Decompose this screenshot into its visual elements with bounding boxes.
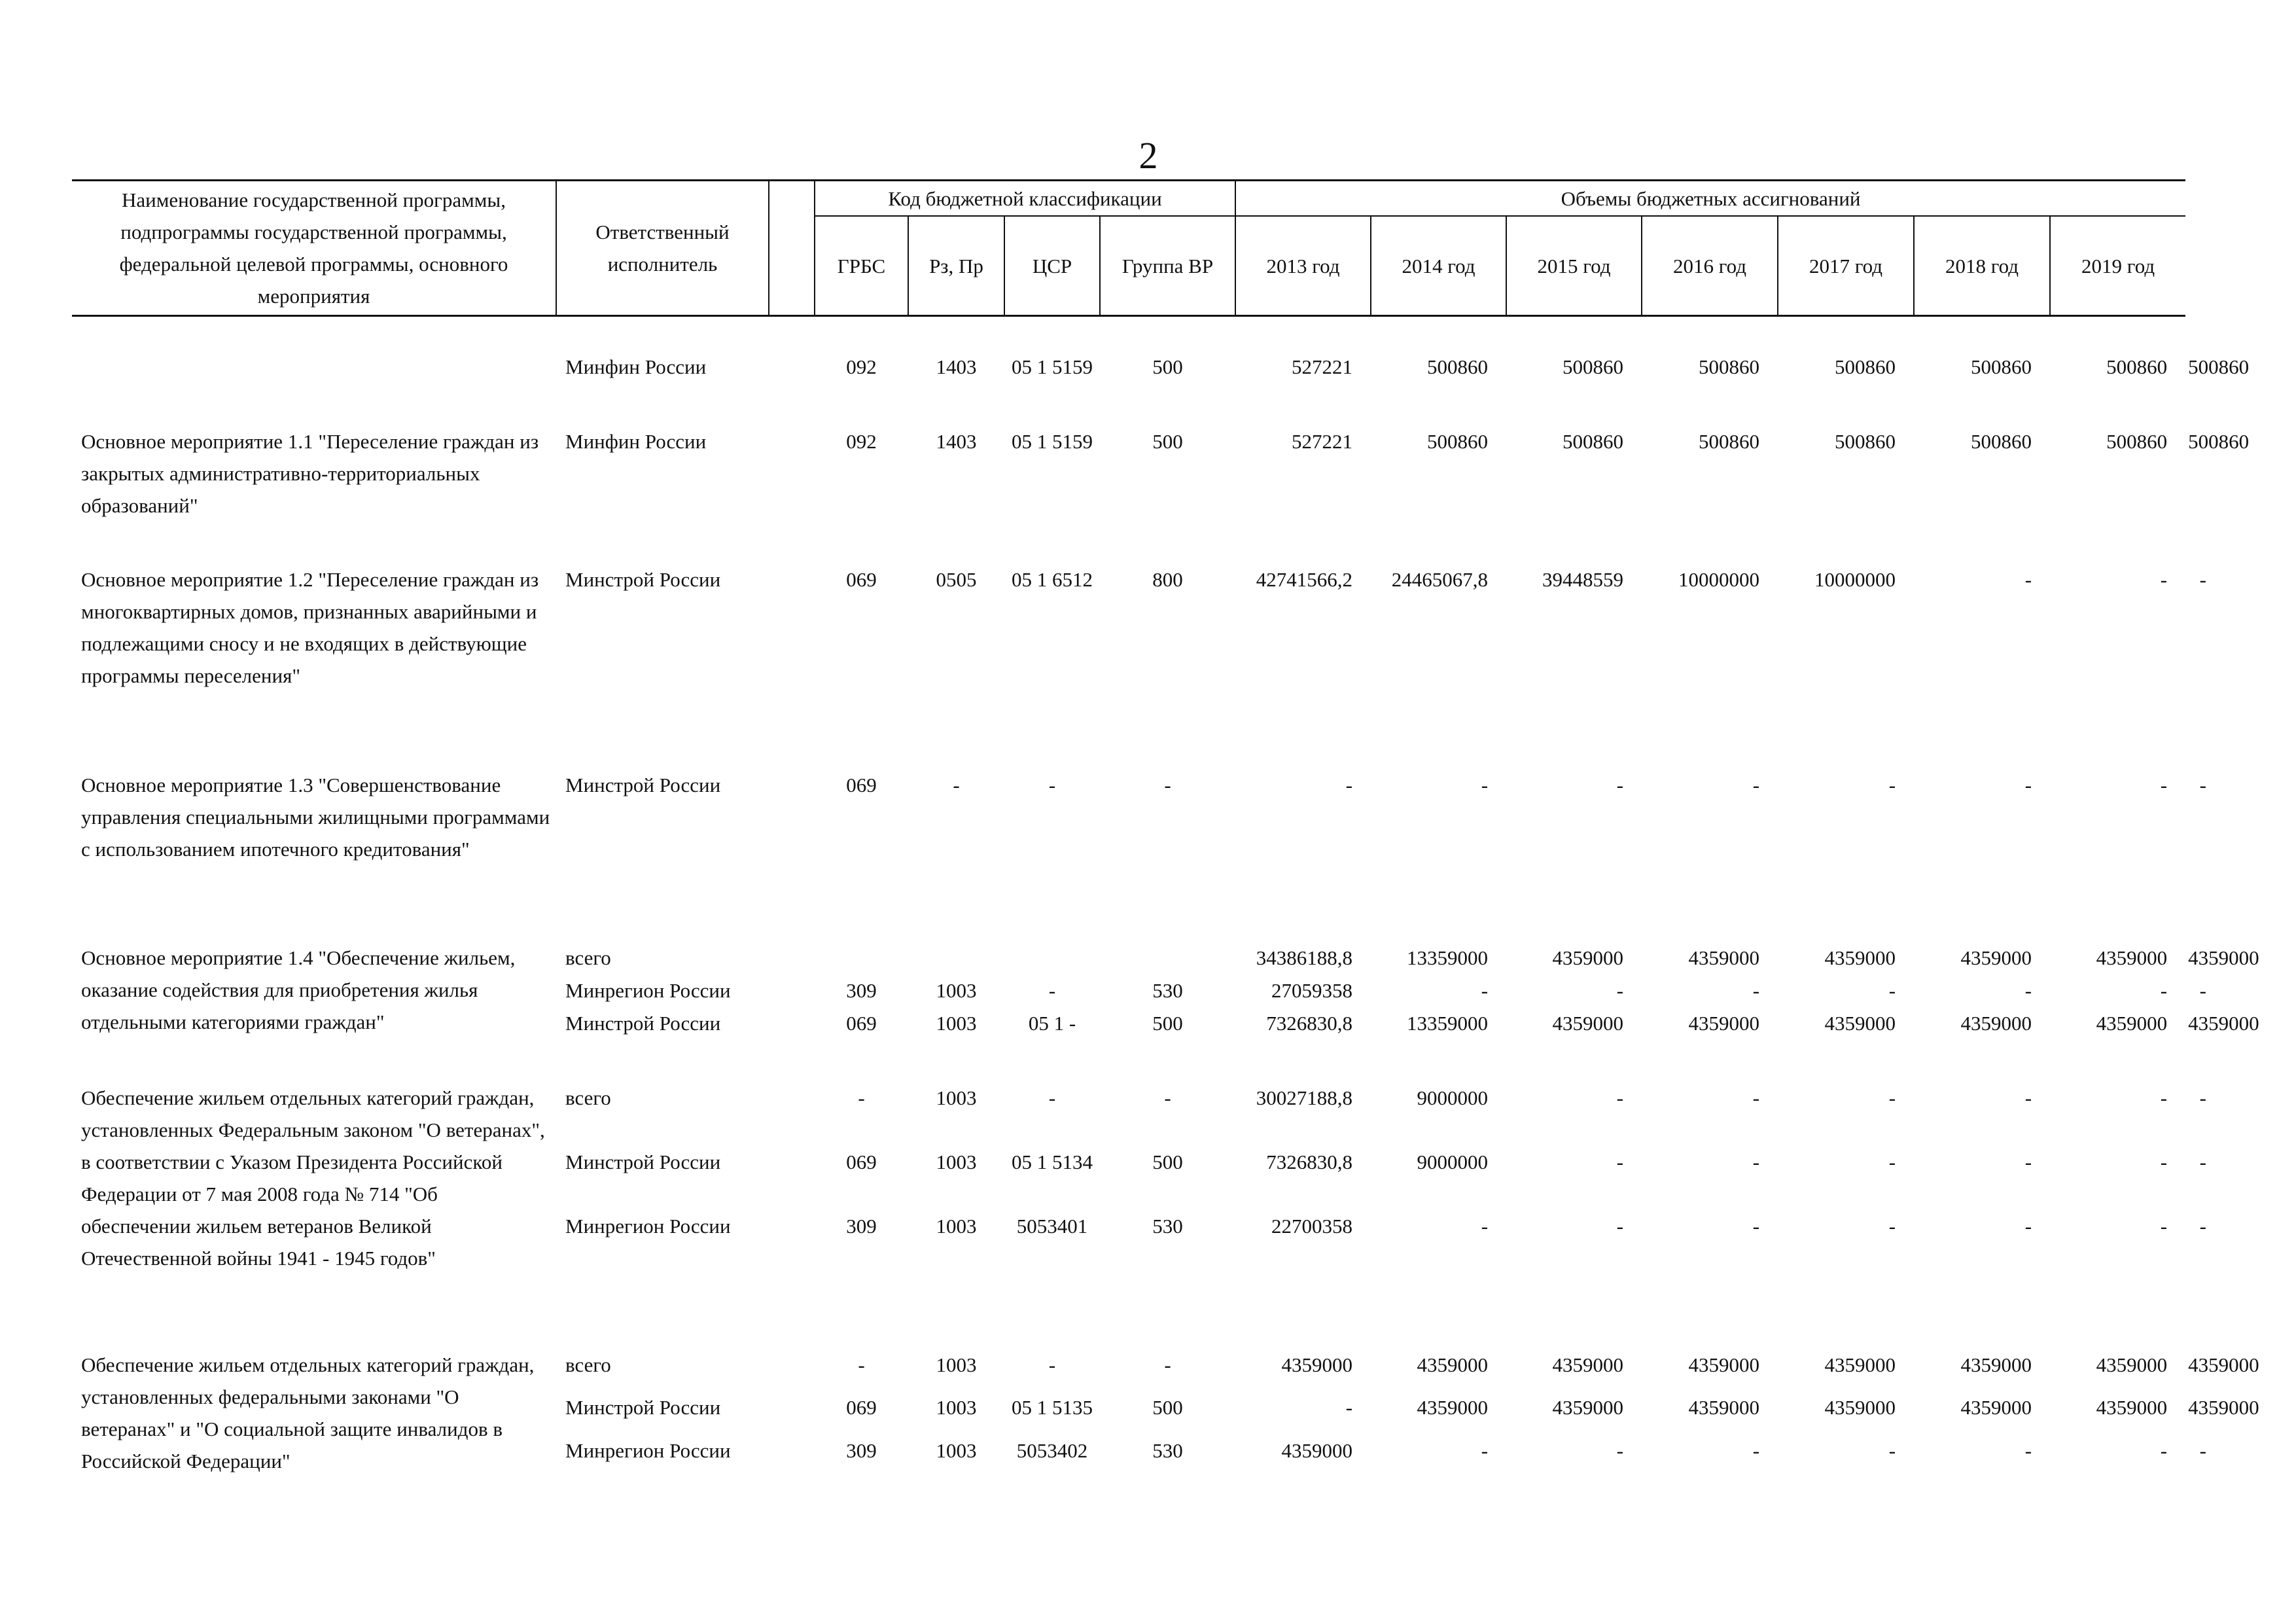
table-row (72, 351, 2225, 383)
row-value: - (2160, 1150, 2168, 1173)
row-value: 4359000 (2096, 1012, 2168, 1035)
row-value: - (2024, 979, 2032, 1002)
row-spacer-col (769, 1391, 815, 1434)
row-value: 500860 (2188, 355, 2250, 378)
row-value: 7326830,8 (1266, 1150, 1353, 1173)
row-value: - (1752, 1215, 1760, 1238)
continuation-cell (556, 596, 2185, 629)
row-csr: 05 1 5159 (1012, 430, 1093, 453)
row-value: 4359000 (2188, 1012, 2259, 1035)
row-value: 500860 (1427, 430, 1489, 453)
row-value: - (2199, 1215, 2206, 1238)
spacer-cell (72, 522, 2185, 563)
row-csr: - (1048, 979, 1056, 1002)
header-csr: ЦСР (1004, 216, 1100, 316)
continuation-cell (556, 694, 2185, 727)
row-value: - (2199, 1150, 2206, 1173)
row-value: - (1888, 1086, 1896, 1109)
table-row (72, 1349, 2225, 1391)
row-grbs: 092 (846, 355, 877, 378)
row-value: 4359000 (1281, 1353, 1353, 1376)
row-executor: всего (565, 1353, 611, 1376)
row-spacer (72, 316, 2225, 351)
continuation-cell (556, 474, 2185, 522)
row-value: - (1752, 1086, 1760, 1109)
row-grbs (815, 942, 908, 974)
row-vr: - (1164, 1086, 1171, 1109)
spacer-cell (72, 383, 2185, 425)
row-vr: - (1164, 1353, 1171, 1376)
row-value: 4359000 (1960, 946, 2032, 969)
row-executor: Минстрой России (565, 568, 721, 591)
row-rzpr (908, 942, 1004, 974)
row-value: 500860 (1699, 355, 1760, 378)
continuation-cell (556, 629, 2185, 662)
header-year: 2018 год (1914, 216, 2050, 316)
row-vr: - (1164, 774, 1171, 796)
row-value: - (1481, 1438, 1489, 1462)
row-value: 10000000 (1814, 568, 1896, 591)
row-value: 500860 (1971, 430, 2032, 453)
row-grbs: 069 (846, 1012, 877, 1035)
row-grbs: - (858, 1086, 865, 1109)
row-value: 4359000 (1281, 1438, 1353, 1462)
row-value: 30027188,8 (1256, 1086, 1353, 1109)
header-volume-group: Объемы бюджетных ассигнований (1235, 181, 2185, 217)
row-spacer-col (769, 942, 815, 974)
row-rzpr: 1003 (936, 1215, 977, 1238)
row-value: 500860 (1427, 355, 1489, 378)
row-vr (1100, 942, 1235, 974)
row-grbs: 309 (846, 1215, 877, 1238)
row-value: 10000000 (1678, 568, 1760, 591)
row-value: - (1616, 1438, 1624, 1462)
row-value: 39448559 (1542, 568, 1624, 591)
spacer-cell (72, 1040, 2185, 1082)
row-value: 22700358 (1271, 1215, 1353, 1238)
row-value: 4359000 (1552, 946, 1624, 969)
row-rzpr: - (953, 774, 960, 796)
row-vr: 500 (1152, 1150, 1183, 1173)
header-code-group: Код бюджетной классификации (815, 181, 1235, 217)
row-value: - (2024, 568, 2032, 591)
row-executor: Минфин России (565, 355, 707, 378)
header-year: 2013 год (1235, 216, 1371, 316)
continuation-cell (556, 662, 2185, 694)
row-csr: 05 1 5135 (1012, 1396, 1093, 1419)
row-csr: 05 1 5159 (1012, 355, 1093, 378)
row-value: 4359000 (2096, 1396, 2168, 1419)
row-value: 4359000 (2188, 1353, 2259, 1376)
row-value: 4359000 (2096, 1353, 2168, 1376)
row-value: 4359000 (1824, 946, 1896, 969)
row-value: 527221 (1292, 355, 1353, 378)
row-value: - (1888, 979, 1896, 1002)
row-rzpr: 1003 (936, 1012, 977, 1035)
row-name: Основное мероприятие 1.2 "Переселение граждан из многоквартирных домов, признанных аварийными и подлежащими сносу и не входящих в действующие программы переселения" (81, 568, 539, 687)
header-rzpr: Рз, Пр (908, 216, 1004, 316)
row-value: 4359000 (2188, 1396, 2259, 1419)
row-value: - (2160, 1215, 2168, 1238)
continuation-cell (72, 1274, 2185, 1307)
row-spacer (72, 727, 2225, 769)
spacer-cell (72, 900, 2185, 942)
row-value: 42741566,2 (1256, 568, 1353, 591)
row-value: 9000000 (1417, 1150, 1489, 1173)
row-spacer-col (769, 351, 815, 383)
row-vr: 530 (1152, 1215, 1183, 1238)
row-value: 4359000 (1960, 1012, 2032, 1035)
row-value: 500860 (1835, 355, 1896, 378)
row-vr: 500 (1152, 1396, 1183, 1419)
row-csr (1004, 942, 1100, 974)
row-rzpr: 1403 (936, 355, 977, 378)
row-name: Основное мероприятие 1.3 "Совершенствование управления специальными жилищными программами с использованием ипотечного кредитования" (81, 774, 550, 861)
row-value: 24465067,8 (1391, 568, 1489, 591)
header-vr: Группа ВР (1100, 216, 1235, 316)
spacer-cell (72, 1307, 2185, 1349)
row-spacer-col (769, 1435, 815, 1477)
row-value: - (1752, 1438, 1760, 1462)
row-value: 4359000 (1824, 1012, 1896, 1035)
row-value: 500860 (1835, 430, 1896, 453)
row-value: - (2160, 1438, 2168, 1462)
row-value: 500860 (2106, 355, 2168, 378)
header-year: 2015 год (1506, 216, 1642, 316)
row-grbs: 069 (846, 1150, 877, 1173)
row-csr: - (1048, 1086, 1056, 1109)
header-spacer (769, 181, 815, 316)
header-year: 2017 год (1778, 216, 1914, 316)
row-vr: 530 (1152, 1438, 1183, 1462)
table-row (72, 563, 2225, 596)
row-value: - (2024, 1215, 2032, 1238)
row-value: 4359000 (1552, 1353, 1624, 1376)
row-grbs: 069 (846, 568, 877, 591)
row-value: - (2024, 1150, 2032, 1173)
table-header (72, 181, 2225, 316)
row-vr: 800 (1152, 568, 1183, 591)
row-value: 4359000 (1688, 1012, 1760, 1035)
row-value: - (2160, 979, 2168, 1002)
row-value: 500860 (2188, 430, 2250, 453)
row-value: - (2024, 1086, 2032, 1109)
row-name: Обеспечение жильем отдельных категорий граждан, установленных Федеральным законом "О ветеранах", в соответствии с Указом Президента Российской Федерации от 7 мая 2008 года № 714 "Об обеспечении жильем ветеранов Великой Отечественной войны 1941 - 1945 годов" (81, 1086, 545, 1270)
row-value: 7326830,8 (1266, 1012, 1353, 1035)
row-spacer (72, 1307, 2225, 1349)
row-csr: - (1048, 774, 1056, 796)
row-value: - (1616, 774, 1624, 796)
row-value: 4359000 (1688, 1353, 1760, 1376)
row-value: - (1752, 774, 1760, 796)
row-value: - (1888, 1150, 1896, 1173)
row-rzpr: 1003 (936, 979, 977, 1002)
row-value: 4359000 (1552, 1396, 1624, 1419)
row-value: 500860 (1563, 355, 1624, 378)
row-value: 4359000 (1824, 1353, 1896, 1376)
row-rzpr: 1403 (936, 430, 977, 453)
header-year: 2016 год (1642, 216, 1778, 316)
row-value: 4359000 (1688, 1396, 1760, 1419)
row-value: 4359000 (1417, 1396, 1489, 1419)
row-rzpr: 1003 (936, 1396, 977, 1419)
row-executor: Минрегион России (565, 1215, 731, 1238)
header-year: 2019 год (2050, 216, 2185, 316)
row-csr: 5053401 (1016, 1215, 1088, 1238)
page-number: 2 (1139, 134, 1158, 177)
row-value: - (1616, 1086, 1624, 1109)
row-value: 4359000 (1824, 1396, 1896, 1419)
row-value: - (2199, 774, 2206, 796)
row-spacer (72, 1040, 2225, 1082)
row-value: 13359000 (1407, 946, 1489, 969)
row-value: 4359000 (1960, 1353, 2032, 1376)
header-grbs: ГРБС (815, 216, 908, 316)
row-value: - (2160, 1086, 2168, 1109)
continuation-cell (556, 834, 2185, 867)
row-value: - (2199, 1086, 2206, 1109)
row-executor: Минстрой России (565, 1396, 721, 1419)
row-rzpr: 1003 (936, 1150, 977, 1173)
row-value: - (1481, 979, 1489, 1002)
row-spacer (72, 383, 2225, 425)
row-value: 4359000 (2096, 946, 2168, 969)
row-name: Обеспечение жильем отдельных категорий граждан, установленных федеральными законами "О ветеранах" и "О социальной защите инвалидов в Российской Федерации" (81, 1353, 535, 1472)
row-value: 500860 (1563, 430, 1624, 453)
table-row (72, 425, 2225, 474)
row-csr: - (1048, 1353, 1056, 1376)
row-vr: 500 (1152, 1012, 1183, 1035)
row-csr: 05 1 - (1028, 1012, 1076, 1035)
row-spacer-col (769, 1082, 815, 1146)
row-value: - (2199, 1438, 2206, 1462)
row-vr: 500 (1152, 430, 1183, 453)
row-value: - (2160, 774, 2168, 796)
row-csr: 05 1 5134 (1012, 1150, 1093, 1173)
row-value: 500860 (1971, 355, 2032, 378)
row-executor: Минстрой России (565, 774, 721, 796)
row-value: 4359000 (1688, 946, 1760, 969)
row-continuation (72, 1274, 2225, 1307)
table-row (72, 942, 2225, 974)
budget-table (72, 179, 2259, 1477)
row-spacer-col (769, 1349, 815, 1391)
budget-table-container (72, 179, 2259, 1477)
row-value: - (1888, 1438, 1896, 1462)
row-rzpr: 1003 (936, 1438, 977, 1462)
spacer-cell (72, 727, 2185, 769)
table-row (72, 769, 2225, 802)
table-body (72, 316, 2259, 1478)
row-value: 9000000 (1417, 1086, 1489, 1109)
row-value: 527221 (1292, 430, 1353, 453)
row-name (72, 351, 556, 383)
row-value: - (1616, 1150, 1624, 1173)
row-grbs: 309 (846, 979, 877, 1002)
row-value: - (2199, 568, 2206, 591)
row-value: - (1752, 979, 1760, 1002)
row-executor: Минфин России (565, 430, 707, 453)
row-value: 13359000 (1407, 1012, 1489, 1035)
row-value: 500860 (2106, 430, 2168, 453)
header-year: 2014 год (1371, 216, 1506, 316)
row-value: - (1345, 774, 1353, 796)
row-grbs: 069 (846, 1396, 877, 1419)
row-value: 4359000 (2188, 946, 2259, 969)
row-value: - (2199, 979, 2206, 1002)
row-value: - (2024, 1438, 2032, 1462)
row-spacer-col (769, 1146, 815, 1210)
row-value: - (1616, 979, 1624, 1002)
row-executor: Минстрой России (565, 1012, 721, 1035)
row-name: Основное мероприятие 1.1 "Переселение граждан из закрытых административно-территориальных образований" (81, 430, 539, 517)
row-csr: 05 1 6512 (1012, 568, 1093, 591)
row-value: - (2160, 568, 2168, 591)
row-executor: Минстрой России (565, 1150, 721, 1173)
row-grbs: 309 (846, 1438, 877, 1462)
row-executor: всего (565, 1086, 611, 1109)
row-rzpr: 1003 (936, 1353, 977, 1376)
table-row (72, 1082, 2225, 1146)
row-spacer-col (769, 974, 815, 1007)
row-value: - (2024, 774, 2032, 796)
row-value: 500860 (1699, 430, 1760, 453)
row-grbs: 092 (846, 430, 877, 453)
row-value: - (1888, 1215, 1896, 1238)
row-value: - (1888, 774, 1896, 796)
row-grbs: 069 (846, 774, 877, 796)
row-value: 4359000 (1417, 1353, 1489, 1376)
row-rzpr: 1003 (936, 1086, 977, 1109)
row-executor: Минрегион России (565, 979, 731, 1002)
row-spacer (72, 522, 2225, 563)
row-value: - (1752, 1150, 1760, 1173)
row-spacer-col (769, 563, 815, 596)
row-spacer (72, 900, 2225, 942)
spacer-cell (72, 316, 2185, 351)
row-executor: Минрегион России (565, 1438, 731, 1462)
row-value: - (1345, 1396, 1353, 1419)
row-value: - (1481, 774, 1489, 796)
row-value: 34386188,8 (1256, 946, 1353, 969)
row-executor: всего (565, 946, 611, 969)
row-vr: 530 (1152, 979, 1183, 1002)
row-value: 4359000 (1960, 1396, 2032, 1419)
row-value: - (1481, 1215, 1489, 1238)
row-spacer-col (769, 1007, 815, 1040)
row-name: Основное мероприятие 1.4 "Обеспечение жильем, оказание содействия для приобретения жилья отдельными категориями граждан" (81, 946, 516, 1033)
row-value: 27059358 (1271, 979, 1353, 1002)
row-grbs: - (858, 1353, 865, 1376)
row-rzpr: 0505 (936, 568, 977, 591)
continuation-cell (556, 802, 2185, 834)
header-name: Наименование государственной программы, подпрограммы государственной программы, федеральной целевой программы, основного мероприятия (72, 181, 556, 316)
row-csr: 5053402 (1016, 1438, 1088, 1462)
continuation-cell (556, 867, 2185, 900)
row-spacer-col (769, 769, 815, 802)
header-executor: Ответственный исполнитель (556, 181, 769, 316)
row-spacer-col (769, 425, 815, 474)
row-vr: 500 (1152, 355, 1183, 378)
row-value: 4359000 (1552, 1012, 1624, 1035)
row-value: - (1616, 1215, 1624, 1238)
row-spacer-col (769, 1210, 815, 1274)
